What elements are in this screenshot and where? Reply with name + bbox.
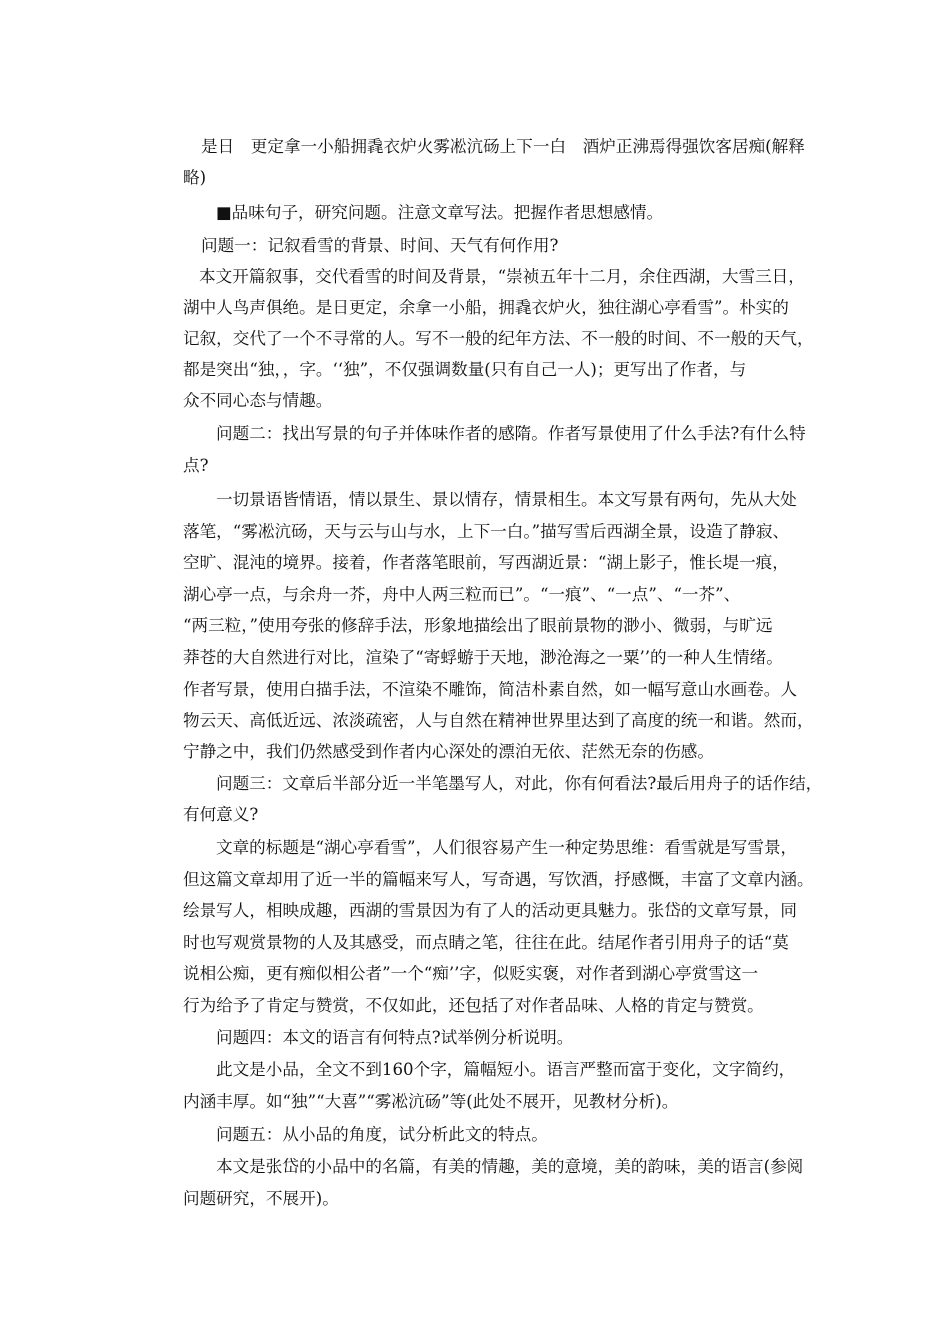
text-line: 众不同心态与情趣。 [183,391,333,410]
text-line: 问题研究，不展开)。 [183,1189,339,1208]
text-line: 本文是张岱的小品中的名篇，有美的情趣，美的意境，美的韵味，美的语言(参阅 [216,1157,804,1176]
text-line: 都是突出“独，，字。‘‘独”，不仅强调数量(只有自己一人)；更写出了作者，与 [183,360,747,379]
text-line: 物云天、高低近远、浓淡疏密，人与自然在精神世界里达到了高度的统一和谐。然而， [183,711,814,730]
text-line: 问题五：从小品的角度，试分析此文的特点。 [216,1125,548,1144]
text-line: 时也写观赏景物的人及其感受，而点睛之笔，往往在此。结尾作者引用舟子的话“莫 [183,933,789,952]
text-line: 湖心亭一点，与余舟一芥，舟中人两三粒而已”。“一痕”、“一点”、“一芥”、 [183,585,741,604]
text-line: 此文是小品，全文不到160个字，篇幅短小。语言严整而富于变化，文字简约， [216,1060,796,1079]
text-line: 但这篇文章却用了近一半的篇幅来写人，写奇遇，写饮酒，抒感慨，丰富了文章内涵。 [183,870,814,889]
text-line: 问题三：文章后半部分近一半笔墨写人，对此，你有何看法?最后用舟子的话作结， [216,774,823,793]
text-line: 绘景写人，相映成趣，西湖的雪景因为有了人的活动更具魅力。张岱的文章写景，同 [183,901,797,920]
text-line: 问题二：找出写景的句子并体味作者的感隋。作者写景使用了什么手法?有什么特 [216,424,806,443]
text-line: 是日 更定拿一小船拥毳衣炉火雾凇沆砀上下一白 酒炉正沸焉得强饮客居痴(解释 [201,137,805,156]
text-line: ■品味句子，研究问题。注意文章写法。把握作者思想感情。 [216,203,664,222]
text-line: 湖中人鸟声俱绝。是日更定，余拿一小船，拥毳衣炉火，独往湖心亭看雪”。朴实的 [183,298,789,317]
text-line: 记叙，交代了一个不寻常的人。写不一般的纪年方法、不一般的时间、不一般的天气， [183,329,814,348]
text-line: “两三粒，”使用夸张的修辞手法，形象地描绘出了眼前景物的渺小、微弱，与旷远 [183,616,773,635]
text-line: 空旷、混沌的境界。接着，作者落笔眼前，写西湖近景：“湖上影子，惟长堤一痕， [183,553,789,572]
text-line: 行为给予了肯定与赞赏，不仅如此，还包括了对作者品味、人格的肯定与赞赏。 [183,996,764,1015]
text-line: 莽苍的大自然进行对比，渲染了“寄蜉蝣于天地，渺沧海之一粟’’的一种人生情绪。 [183,648,783,667]
text-line: 问题一：记叙看雪的背景、时间、天气有何作用? [201,236,559,255]
text-line: 说相公痴，更有痴似相公者”一个“痴’’字，似贬实褒，对作者到湖心亭赏雪这一 [183,964,759,983]
text-line: 作者写景，使用白描手法，不渲染不雕饰，简洁朴素自然，如一幅写意山水画卷。人 [183,680,797,699]
text-line: 内涵丰厚。如“独”“大喜”“雾凇沆砀”等(此处不展开，见教材分析)。 [183,1092,679,1111]
text-line: 点? [183,456,209,475]
text-line: 一切景语皆情语，情以景生、景以情存，情景相生。本文写景有两句，先从大处 [216,490,797,509]
text-line: 略) [183,168,207,187]
text-line: 落笔，“雾凇沆砀，天与云与山与水，上下一白。”描写雪后西湖全景，设造了静寂、 [183,522,790,541]
text-line: 宁静之中，我们仍然感受到作者内心深处的漂泊无依、茫然无奈的伤感。 [183,742,714,761]
text-line: 本文开篇叙事，交代看雪的时间及背景，“崇祯五年十二月，余住西湖，大雪三日， [199,267,805,286]
text-line: 文章的标题是“湖心亭看雪”，人们很容易产生一种定势思维：看雪就是写雪景， [216,838,798,857]
text-line: 问题四：本文的语言有何特点?试举例分析说明。 [216,1028,574,1047]
text-line: 有何意义? [183,805,259,824]
